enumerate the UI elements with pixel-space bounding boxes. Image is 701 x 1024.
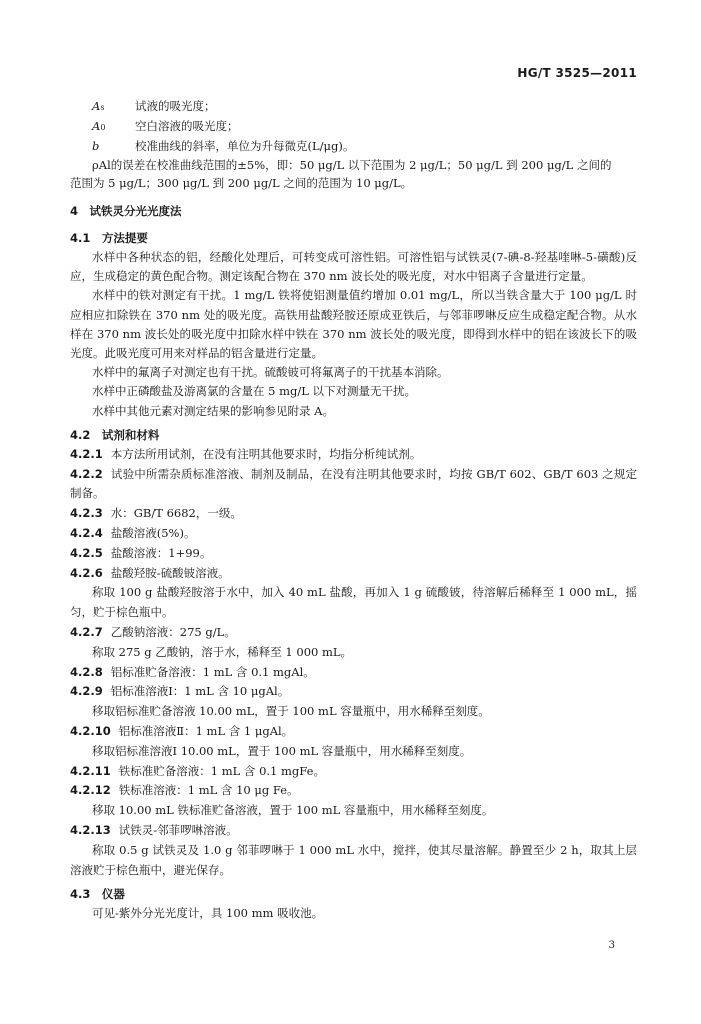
clause-number: 4.2.12 [70,783,111,798]
clause-text: 试验中所需杂质标准溶液、制剂及制品，在没有注明其他要求时，均按 GB/T 602、GB/T 603 之规定制备。 [70,466,637,501]
clause-number: 4.2.4 [70,526,103,541]
clause-text: 称取 275 g 乙酸钠，溶于水，稀释至 1 000 mL。 [92,644,353,659]
reagent-item [70,564,637,584]
page-content [70,96,637,924]
definition-symbol: As [92,99,105,113]
reagent-item [70,722,637,742]
definition-text: 空白溶液的吸光度； [135,119,239,133]
paragraph: 水样中其他元素对测定结果的影响参见附录 A。 [92,403,334,418]
section-4-3-heading: 4.3 仪器 [70,887,125,902]
reagent-item [70,524,637,544]
clause-text: 铁标准贮备溶液：1 mL 含 0.1 mgFe。 [118,763,325,778]
clause-text: 称取 100 g 盐酸羟胺溶于水中，加入 40 mL 盐酸，再加入 1 g 硫酸铍，待溶解后稀释至 1 000 mL，摇匀，贮于棕色瓶中。 [70,585,637,620]
reagent-note [70,643,637,663]
clause-number: 4.2.8 [70,664,103,679]
section-4-heading: 4 试铁灵分光光度法 [70,204,182,218]
clause-text: 铝标准贮备溶液：1 mL 含 0.1 mgAl。 [110,664,315,679]
clause-text: 盐酸溶液(5%)。 [110,526,196,541]
clause-number: 4.2.13 [70,822,111,837]
reagent-item [70,663,637,683]
paragraph: 水样中的铁对测定有干扰。1 mg/L 铁将使铝测量值约增加 0.01 mg/L，所以当铁含量大于 100 μg/L 时应相应扣除铁在 370 nm 处的吸光度。高铁用盐酸羟胺还原成亚铁后，与邻菲啰啉反应生成稳定配合物。从水样在 370 nm 波长处的吸光度中扣除水样中铁在 370 nm 波长处的吸光度，即得到水样中的铝在该波长下的吸光度。此吸光度可用来对样品的铝含量进行定量。 [70,288,637,361]
reagent-note [70,742,637,762]
reagent-item [70,623,637,643]
clause-text: 试铁灵-邻菲啰啉溶液。 [118,822,238,837]
definition-text: 试液的吸光度； [135,99,216,113]
reagent-item [70,781,637,801]
clause-number: 4.2.9 [70,684,103,699]
clause-text: 铝标准溶液Ⅰ：1 mL 含 10 μgAl。 [110,684,290,699]
reagent-note [70,702,637,722]
clause-number: 4.2.1 [70,446,103,461]
paragraph: 水样中正磷酸盐及游离氯的含量在 5 mg/L 以下对测量无干扰。 [92,384,417,399]
definition-item [70,116,637,136]
clause-text: 本方法所用试剂，在没有注明其他要求时，均指分析纯试剂。 [110,446,422,461]
definition-symbol: A0 [92,119,106,133]
definition-item [70,96,637,116]
reagent-item [70,504,637,524]
reagent-note [70,801,637,821]
definition-item [70,136,637,156]
clause-text: 盐酸羟胺-硫酸铍溶液。 [110,565,230,580]
clause-text: 移取铝标准溶液Ⅰ 10.00 mL，置于 100 mL 容量瓶中，用水稀释至刻度。 [92,743,472,758]
clause-text: 铁标准溶液：1 mL 含 10 μg Fe。 [118,783,299,798]
definition-symbol: b [92,139,100,153]
paragraph: 水样中的氟离子对测定也有干扰。硫酸铍可将氟离子的干扰基本消除。 [92,365,449,380]
reagent-item [70,762,637,782]
clause-number: 4.2.3 [70,506,103,521]
section-4-2-heading: 4.2 试剂和材料 [70,427,160,442]
clause-text: 水：GB/T 6682，一级。 [110,506,242,521]
reagent-item [70,465,637,505]
clause-text: 称取 0.5 g 试铁灵及 1.0 g 邻菲啰啉于 1 000 mL 水中，搅拌，使其尽量溶解。静置至少 2 h，取其上层溶液贮于棕色瓶中，避光保存。 [70,842,637,877]
clause-number: 4.2.10 [70,723,111,738]
reagent-note [70,841,637,881]
reagent-item [70,821,637,841]
clause-text: 铝标准溶液Ⅱ：1 mL 含 1 μgAl。 [118,723,294,738]
clause-text: 移取 10.00 mL 铁标准贮备溶液，置于 100 mL 容量瓶中，用水稀释至刻度。 [92,803,494,818]
paragraph: 可见-紫外分光光度计，具 100 mm 吸收池。 [92,906,324,921]
clause-text: 乙酸钠溶液：275 g/L。 [110,625,236,639]
page-number: 3 [608,940,615,951]
standard-code-header: HG/T 3525—2011 [517,66,637,80]
section-4-1-heading: 4.1 方法提要 [70,231,148,245]
clause-number: 4.2.6 [70,565,103,580]
reagent-item [70,682,637,702]
error-note-line: ρAl的误差在校准曲线范围的±5%，即：50 μg/L 以下范围为 2 μg/L；50 μg/L 到 200 μg/L 之间的 [92,158,612,172]
error-note-line: 范围为 5 μg/L；300 μg/L 到 200 μg/L 之间的范围为 10 μg/L。 [70,176,413,190]
reagent-item [70,544,637,564]
paragraph: 水样中各种状态的铝，经酸化处理后，可转变成可溶性铝。可溶性铝与试铁灵(7-碘-8-羟基喹啉-5-磺酸)反应，生成稳定的黄色配合物。测定该配合物在 370 nm 波长处的吸光度，对水中铝离子含量进行定量。 [70,250,637,284]
reagent-note [70,583,637,623]
clause-number: 4.2.5 [70,545,103,560]
reagent-item [70,445,637,465]
clause-number: 4.2.7 [70,625,103,639]
clause-number: 4.2.11 [70,763,111,778]
clause-text: 盐酸溶液：1+99。 [110,545,212,560]
clause-text: 移取铝标准贮备溶液 10.00 mL，置于 100 mL 容量瓶中，用水稀释至刻度。 [92,704,490,719]
reagent-list [70,445,637,881]
clause-number: 4.2.2 [70,466,103,481]
definition-text: 校准曲线的斜率，单位为升每微克(L/μg)。 [135,139,355,153]
